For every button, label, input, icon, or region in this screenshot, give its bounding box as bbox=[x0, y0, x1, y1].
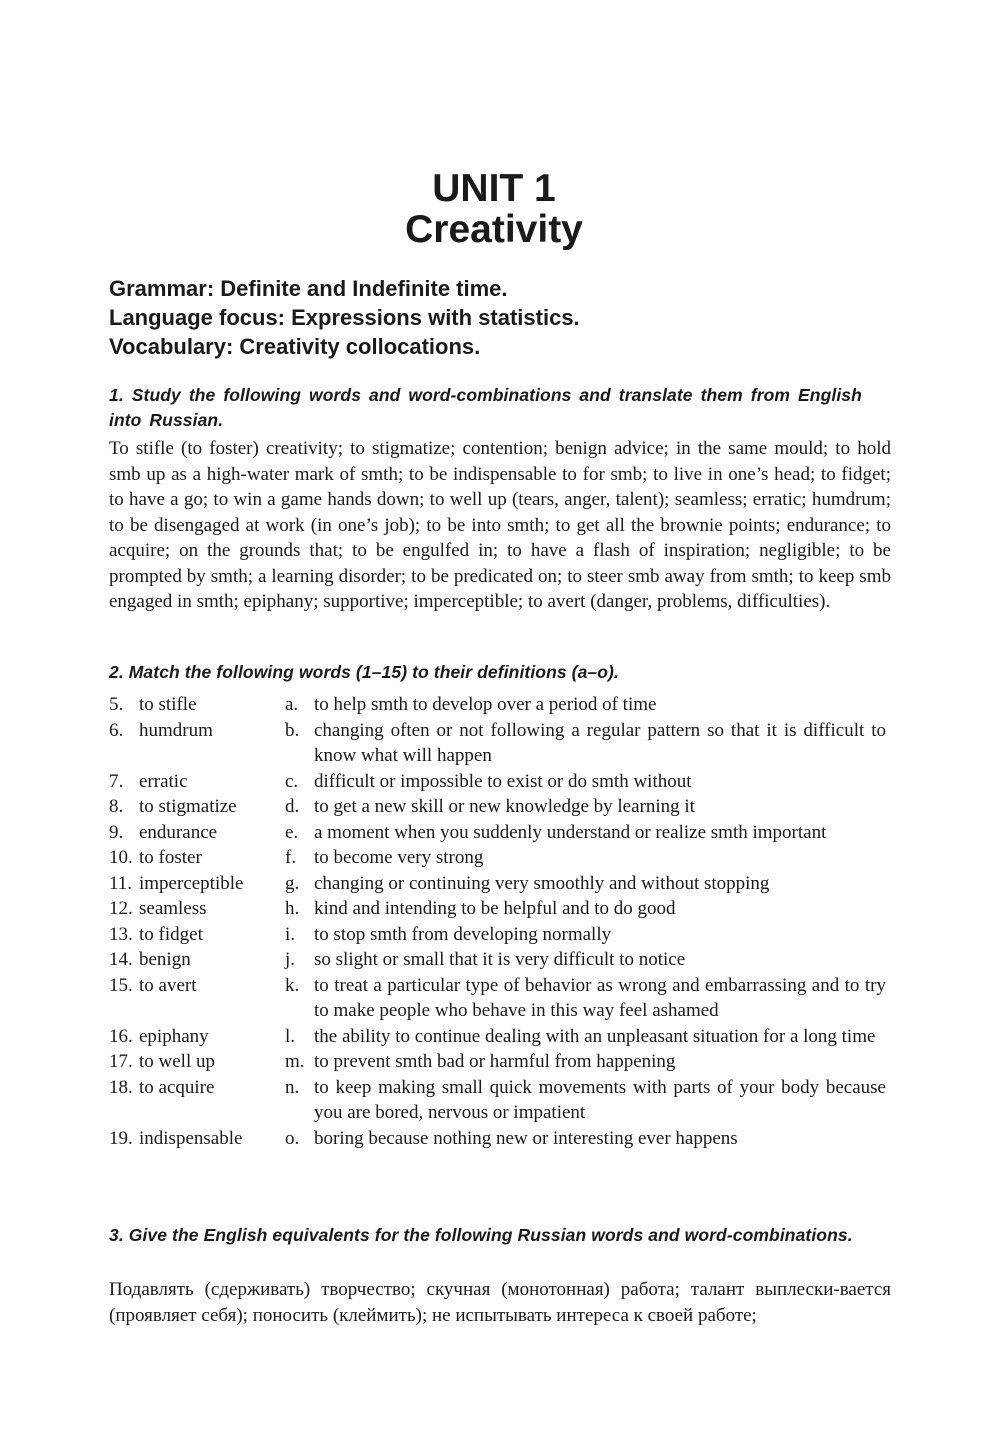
match-row bbox=[109, 871, 899, 897]
definition-text: to get a new skill or new knowledge by learning it bbox=[314, 796, 695, 817]
term-number: 9. bbox=[109, 821, 124, 843]
match-row bbox=[109, 692, 899, 718]
term-number: 19. bbox=[109, 1127, 133, 1149]
definition-text: changing often or not following a regular pattern so that it is difficult to know what will happen bbox=[314, 719, 886, 766]
definition-letter: o. bbox=[285, 1127, 300, 1149]
definition-letter: i. bbox=[285, 923, 296, 945]
match-row bbox=[109, 1024, 899, 1050]
unit-focus-list bbox=[109, 274, 929, 361]
matching-list bbox=[109, 692, 899, 1151]
term-word: to well up bbox=[139, 1051, 215, 1072]
definition-letter: e. bbox=[285, 821, 299, 843]
task-3-heading: 3. Give the English equivalents for the following Russian words and word-combinations. bbox=[109, 1225, 853, 1245]
language-focus: Language focus: Expressions with statistics. bbox=[109, 305, 580, 330]
term-number: 17. bbox=[109, 1051, 133, 1072]
definition-text: to treat a particular type of behavior as wrong and embarrassing and to try to make people who behave in this way feel ashamed bbox=[314, 974, 886, 1021]
unit-subtitle: Creativity bbox=[405, 208, 583, 251]
definition-letter: b. bbox=[285, 719, 300, 741]
term-number: 18. bbox=[109, 1076, 133, 1098]
term-word: to fidget bbox=[139, 923, 203, 945]
definition-letter: c. bbox=[285, 770, 299, 792]
definition-letter: g. bbox=[285, 872, 300, 894]
term-word: to acquire bbox=[139, 1076, 215, 1098]
match-row bbox=[109, 1126, 899, 1152]
match-row bbox=[109, 947, 899, 973]
task-1-vocabulary-text: To stifle (to foster) creativity; to stigmatize; contention; benign advice; in the same mould; to hold smb up as a high-water mark of smth; to be indispensable to for smb; to live in one’s head; to fidget; to have a go; to win a game hands down; to well up (tears, anger, talent); seamless; erratic; humdrum; to be disengaged at work (in one’s job); to be into smth; to get all the brownie points; endurance; to acquire; on the grounds that; to be engulfed in; to have a flash of inspiration; negligible; to be prompted by smth; a learning disorder; to be predicated on; to steer smb away from smth; to keep smb engaged in smth; epiphany; supportive; imperceptible; to avert (danger, problems, difficulties). bbox=[109, 438, 891, 612]
definition-letter: n. bbox=[285, 1076, 300, 1098]
match-row bbox=[109, 718, 899, 769]
match-row bbox=[109, 1049, 899, 1075]
term-number: 6. bbox=[109, 719, 124, 741]
match-row bbox=[109, 896, 899, 922]
definition-text: to prevent smth bad or harmful from happening bbox=[314, 1051, 676, 1072]
unit-heading bbox=[0, 168, 1000, 250]
term-number: 10. bbox=[109, 847, 133, 868]
definition-letter: k. bbox=[285, 974, 300, 996]
definition-text: to keep making small quick movements with parts of your body because you are bored, nervous or impatient bbox=[314, 1076, 886, 1123]
term-word: benign bbox=[139, 949, 191, 970]
term-word: epiphany bbox=[139, 1025, 209, 1047]
match-row bbox=[109, 769, 899, 795]
match-row bbox=[109, 973, 899, 1024]
definition-letter: a. bbox=[285, 694, 299, 715]
term-word: to avert bbox=[139, 974, 197, 996]
term-number: 12. bbox=[109, 898, 133, 919]
term-number: 14. bbox=[109, 949, 133, 970]
match-row bbox=[109, 794, 899, 820]
definition-letter: m. bbox=[285, 1051, 305, 1072]
term-word: humdrum bbox=[139, 719, 213, 741]
task-2-heading: 2. Match the following words (1–15) to their definitions (a–o). bbox=[109, 662, 619, 682]
definition-letter: j. bbox=[285, 949, 296, 970]
definition-text: to help smth to develop over a period of time bbox=[314, 694, 657, 715]
term-number: 11. bbox=[109, 872, 133, 894]
definition-text: boring because nothing new or interesting ever happens bbox=[314, 1127, 738, 1149]
match-row bbox=[109, 922, 899, 948]
term-word: endurance bbox=[139, 821, 218, 843]
match-row bbox=[109, 1075, 899, 1126]
term-number: 8. bbox=[109, 796, 124, 817]
definition-letter: l. bbox=[285, 1025, 296, 1047]
term-word: to foster bbox=[139, 847, 202, 868]
term-number: 13. bbox=[109, 923, 133, 945]
unit-title: UNIT 1 bbox=[432, 167, 556, 210]
definition-text: changing or continuing very smoothly and without stopping bbox=[314, 872, 770, 894]
definition-text: difficult or impossible to exist or do smth without bbox=[314, 770, 692, 792]
task-1-heading: 1. Study the following words and word-combinations and translate them from English into Russian. bbox=[109, 385, 862, 430]
definition-text: kind and intending to be helpful and to do good bbox=[314, 898, 676, 919]
term-word: indispensable bbox=[139, 1127, 243, 1149]
definition-text: to stop smth from developing normally bbox=[314, 923, 612, 945]
term-word: to stifle bbox=[139, 694, 197, 715]
term-word: imperceptible bbox=[139, 872, 244, 894]
term-number: 15. bbox=[109, 974, 133, 996]
term-word: erratic bbox=[139, 770, 188, 792]
definition-text: so slight or small that it is very difficult to notice bbox=[314, 949, 686, 970]
definition-text: the ability to continue dealing with an unpleasant situation for a long time bbox=[314, 1025, 876, 1047]
term-number: 16. bbox=[109, 1025, 133, 1047]
term-number: 5. bbox=[109, 694, 124, 715]
task-3-russian-text: Подавлять (сдерживать) творчество; скучная (монотонная) работа; талант выплески-вается (проявляет себя); поносить (клеймить); не испытывать интереса к своей работе; bbox=[109, 1279, 891, 1326]
definition-letter: h. bbox=[285, 898, 300, 919]
definition-text: a moment when you suddenly understand or realize smth important bbox=[314, 821, 827, 843]
match-row bbox=[109, 820, 899, 846]
definition-text: to become very strong bbox=[314, 847, 484, 868]
term-word: seamless bbox=[139, 898, 207, 919]
definition-letter: f. bbox=[285, 847, 297, 868]
term-number: 7. bbox=[109, 770, 124, 792]
term-word: to stigmatize bbox=[139, 796, 237, 817]
vocabulary-focus: Vocabulary: Creativity collocations. bbox=[109, 334, 481, 359]
match-row bbox=[109, 845, 899, 871]
definition-letter: d. bbox=[285, 796, 300, 817]
grammar-focus: Grammar: Definite and Indefinite time. bbox=[109, 276, 508, 301]
